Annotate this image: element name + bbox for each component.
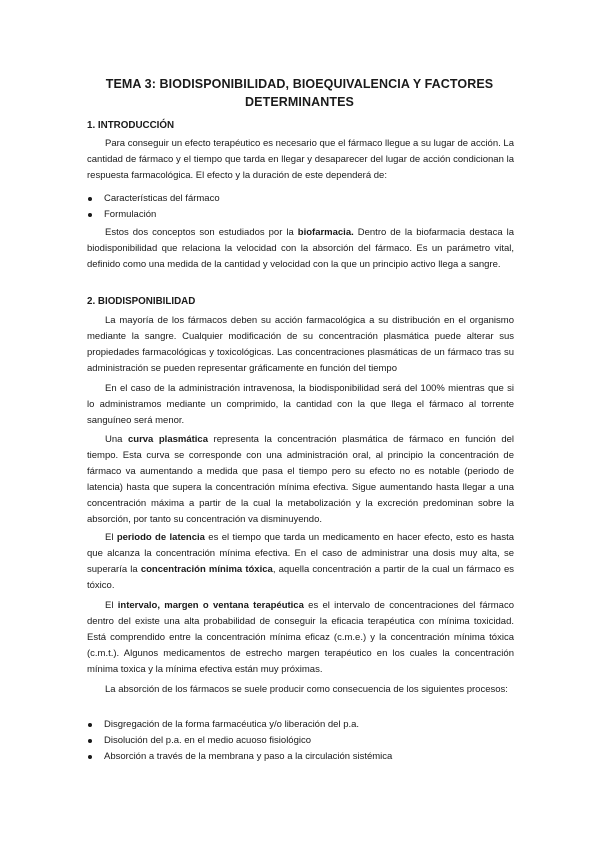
bullet-icon (88, 755, 92, 759)
paragraph-intro-text: Para conseguir un efecto terapéutico es necesario que el fármaco llegue a su lugar de acción. La cantidad de fármaco y el tiempo que tarda en llegar y desaparecer del lugar de acción condicionan la respuesta farmacológica. El efecto y la duración de este dependerá de: (87, 138, 514, 181)
bullet-icon (88, 739, 92, 743)
section-heading-biodisponibilidad: 2. BIODISPONIBILIDAD (87, 296, 196, 307)
text-span: El (105, 532, 117, 543)
text-span: , aquella concentración a partir de la cual un fármaco es tóxico. (87, 564, 514, 591)
paragraph-text: En el caso de la administración intravenosa, la biodisponibilidad será del 100% mientras que si lo administramos mediante un comprimido, la cantidad con la que llega el fármaco al torrente sanguíneo será menor. (87, 383, 514, 426)
paragraph-intro (87, 136, 514, 184)
paragraph-ventana-terapeutica (87, 598, 514, 678)
paragraph-intravenosa (87, 381, 514, 429)
paragraph-text: La mayoría de los fármacos deben su acción farmacológica a su distribución en el organismo mediante la sangre. Cualquier modificación de su concentración plasmática puede alterar sus propiedades farmacológicas y toxicológicas. Las concentraciones plasmáticas de un fármaco tras su administración se pueden representar gráficamente en función del tiempo (87, 315, 514, 374)
paragraph-curva-plasmatica (87, 432, 514, 528)
paragraph-distribucion (87, 313, 514, 377)
bullet-icon (88, 723, 92, 727)
paragraph-absorcion (87, 682, 514, 698)
term-ventana-terapeutica: intervalo, margen o ventana terapéutica (117, 600, 304, 611)
text-span: Dentro de la biofarmacia destaca la biodisponibilidad que relaciona la velocidad con la absorción del fármaco. Es un parámetro vital, definido como una medida de la cantidad y velocidad con la que un principio activo llega a sangre. (87, 227, 514, 270)
paragraph-biofarmacia (87, 225, 514, 273)
list-item-text: Absorción a través de la membrana y paso a la circulación sistémica (104, 751, 393, 762)
term-concentracion-minima-toxica: concentración mínima tóxica (140, 564, 273, 575)
term-curva-plasmatica: curva plasmática (127, 434, 208, 445)
text-span: representa la concentración plasmática de fármaco en función del tiempo. Esta curva se corresponde con una administración oral, al principio la concentración de fármaco va aumentando a medida que pasa el tiempo pero su efecto no es notable (periodo de latencia) hasta que supera la concentración mínima efectiva. Sigue aumentando hasta llegar a una concentración máxima a partir de la cual la metabolización y la excreción predominan sobre la absorción, por tanto su concentración va disminuyendo. (87, 434, 515, 525)
term-biofarmacia: biofarmacia. (297, 227, 354, 238)
list-item-text: Disolución del p.a. en el medio acuoso fisiológico (104, 735, 312, 746)
text-span: Una (105, 434, 128, 445)
section-heading-introduccion: 1. INTRODUCCIÓN (87, 120, 175, 131)
term-periodo-latencia: periodo de latencia (116, 532, 205, 543)
list-item-text: Disgregación de la forma farmacéutica y/o liberación del p.a. (104, 719, 360, 730)
text-span: es el tiempo que tarda un medicamento en hacer efecto, esto es hasta que alcanza la concentración mínima efectiva. En el caso de administrar una dosis muy alta, se superaría la (87, 532, 514, 575)
text-span: Estos dos conceptos son estudiados por la (105, 227, 298, 238)
document-title-line-1: TEMA 3: BIODISPONIBILIDAD, BIOEQUIVALENCIA Y FACTORES (105, 77, 494, 91)
text-span: El (105, 600, 118, 611)
paragraph-periodo-latencia (87, 530, 514, 594)
bullet-icon (88, 197, 92, 201)
document-title-line-2: DETERMINANTES (245, 95, 354, 109)
list-item-text: Formulación (104, 209, 157, 220)
bullet-icon (88, 213, 92, 217)
paragraph-text: La absorción de los fármacos se suele producir como consecuencia de los siguientes procesos: (105, 684, 508, 695)
list-item-text: Características del fármaco (104, 193, 220, 204)
text-span: es el intervalo de concentraciones del fármaco dentro del existe una alta probabilidad de conseguir la eficacia terapéutica con mínima toxicidad. Está comprendido entre la concentración mínima eficaz (c.m.e.) y la concentración mínima tóxica (c.m.t.). Algunos medicamentos de estrecho margen terapéutico en los cuales la concentración mínima toxica y la mínima efectiva están muy próximas. (87, 600, 514, 675)
